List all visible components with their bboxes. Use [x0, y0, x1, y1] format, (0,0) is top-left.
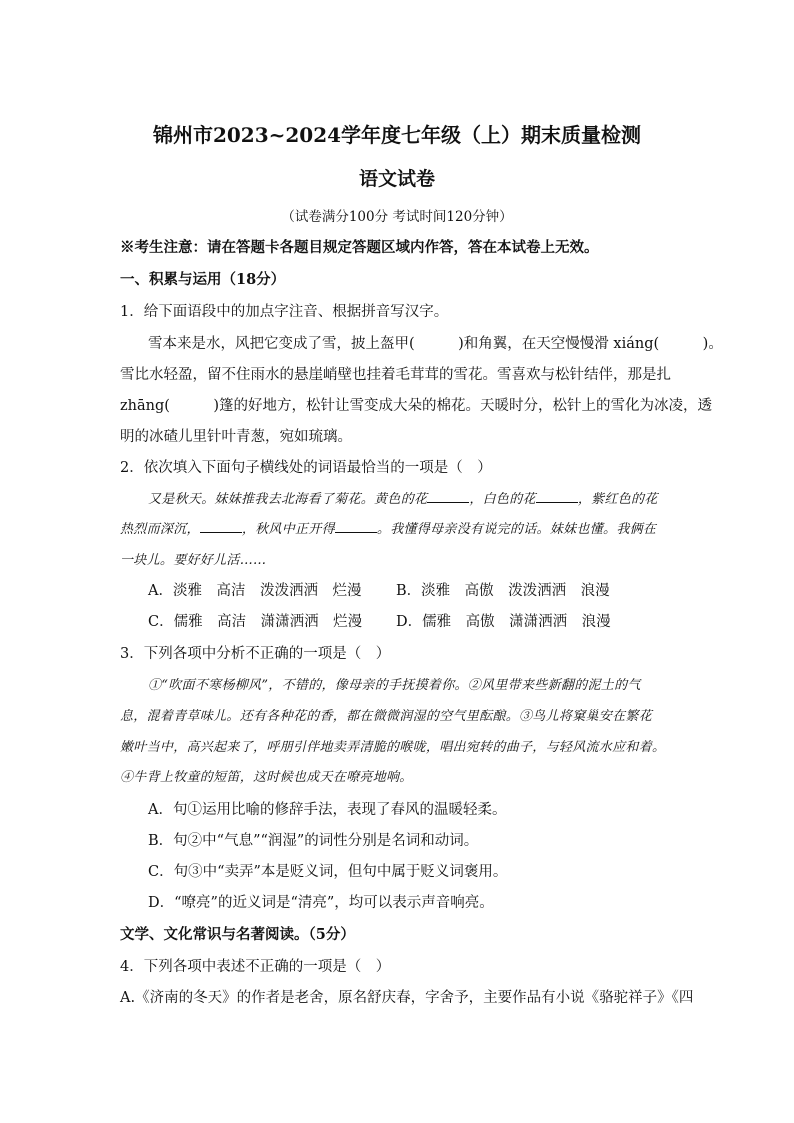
blank-line [200, 520, 242, 533]
q2-passage-text: 热烈而深沉， [120, 522, 200, 537]
q1-line-1: 雪本来是水，风把它变成了雪，披上盔甲( )和角翼，在天空慢慢滑 xiáng( )。 [148, 336, 723, 352]
q1-line-4: 明的冰碴儿里针叶青葱，宛如琉璃。 [120, 429, 352, 445]
q2-option-a: A．淡雅 高洁 泼泼洒洒 烂漫 [148, 583, 362, 599]
q2-passage-line-1 [148, 490, 658, 510]
q2-passage-text: ，秋风中正开得 [241, 522, 335, 537]
q2-option-c: C．儒雅 高洁 潇潇洒洒 烂漫 [148, 614, 363, 630]
exam-title: 锦州市2023~2024学年度七年级（上）期末质量检测 [152, 123, 642, 147]
q3-passage-line-3: 嫩叶当中，高兴起来了，呼朋引伴地卖弄清脆的喉咙，唱出宛转的曲子，与轻风流水应和着。 [120, 740, 666, 755]
q3-stem: 3．下列各项中分析不正确的一项是（ ） [120, 646, 391, 662]
q2-option-b: B．淡雅 高傲 泼泼洒洒 浪漫 [396, 583, 610, 599]
q1-stem: 1．给下面语段中的加点字注音、根据拼音写汉字。 [120, 304, 449, 320]
exam-info: （试卷满分100分 考试时间120分钟） [281, 209, 513, 225]
q3-option-b: B．句②中“气息”“润湿”的词性分别是名词和动词。 [148, 833, 479, 849]
blank-line [335, 520, 377, 533]
q1-line-3: zhāng( )篷的好地方，松针让雪变成大朵的棉花。天暖时分，松针上的雪化为冰凌，透 [120, 398, 713, 414]
q2-stem: 2．依次填入下面句子横线处的词语最恰当的一项是（ ） [120, 460, 492, 476]
q2-passage-text: ，白色的花 [469, 492, 536, 507]
q2-option-d: D．儒雅 高傲 潇潇洒洒 浪漫 [396, 614, 611, 630]
q3-passage-line-1: ①“吹面不寒杨柳风”，不错的，像母亲的手抚摸着你。②风里带来些新翻的泥土的气 [148, 678, 641, 693]
blank-line [536, 490, 578, 503]
q1-line-2: 雪比水轻盈，留不住雨水的悬崖峭壁也挂着毛茸茸的雪花。雪喜欢与松针结伴，那是扎 [120, 367, 671, 383]
exam-subtitle: 语文试卷 [358, 168, 435, 190]
q3-option-a: A．句①运用比喻的修辞手法，表现了春风的温暖轻柔。 [148, 802, 507, 818]
section2-heading: 文学、文化常识与名著阅读。（5分） [120, 926, 355, 943]
blank-line [427, 490, 469, 503]
q4-option-a: A.《济南的冬天》的作者是老舍，原名舒庆春，字舍予，主要作品有小说《骆驼祥子》《四 [120, 990, 694, 1006]
q2-passage-text: 又是秋天。妹妹推我去北海看了菊花。黄色的花 [148, 492, 428, 507]
q2-passage-line-3: 一块儿。要好好儿活…… [120, 553, 267, 568]
q2-passage-line-2 [120, 520, 656, 540]
q4-stem: 4．下列各项中表述不正确的一项是（ ） [120, 959, 391, 975]
q3-passage-line-4: ④牛背上牧童的短笛，这时候也成天在嘹亮地响。 [120, 770, 413, 785]
q2-passage-text: 。我懂得母亲没有说完的话。妹妹也懂。我俩在 [376, 522, 657, 537]
q2-passage-text: ，紫红色的花 [577, 492, 658, 507]
section1-heading: 一、积累与运用（18分） [120, 271, 286, 288]
candidate-notice: ※考生注意：请在答题卡各题目规定答题区域内作答，答在本试卷上无效。 [120, 239, 599, 256]
q3-option-c: C．句③中“卖弄”本是贬义词，但句中属于贬义词褒用。 [148, 864, 508, 880]
q3-passage-line-2: 息，混着青草味儿。还有各种花的香，都在微微润湿的空气里酝酿。③鸟儿将窠巢安在繁花 [120, 709, 653, 724]
q3-option-d: D．“嘹亮”的近义词是“清亮”，均可以表示声音响亮。 [148, 895, 494, 911]
